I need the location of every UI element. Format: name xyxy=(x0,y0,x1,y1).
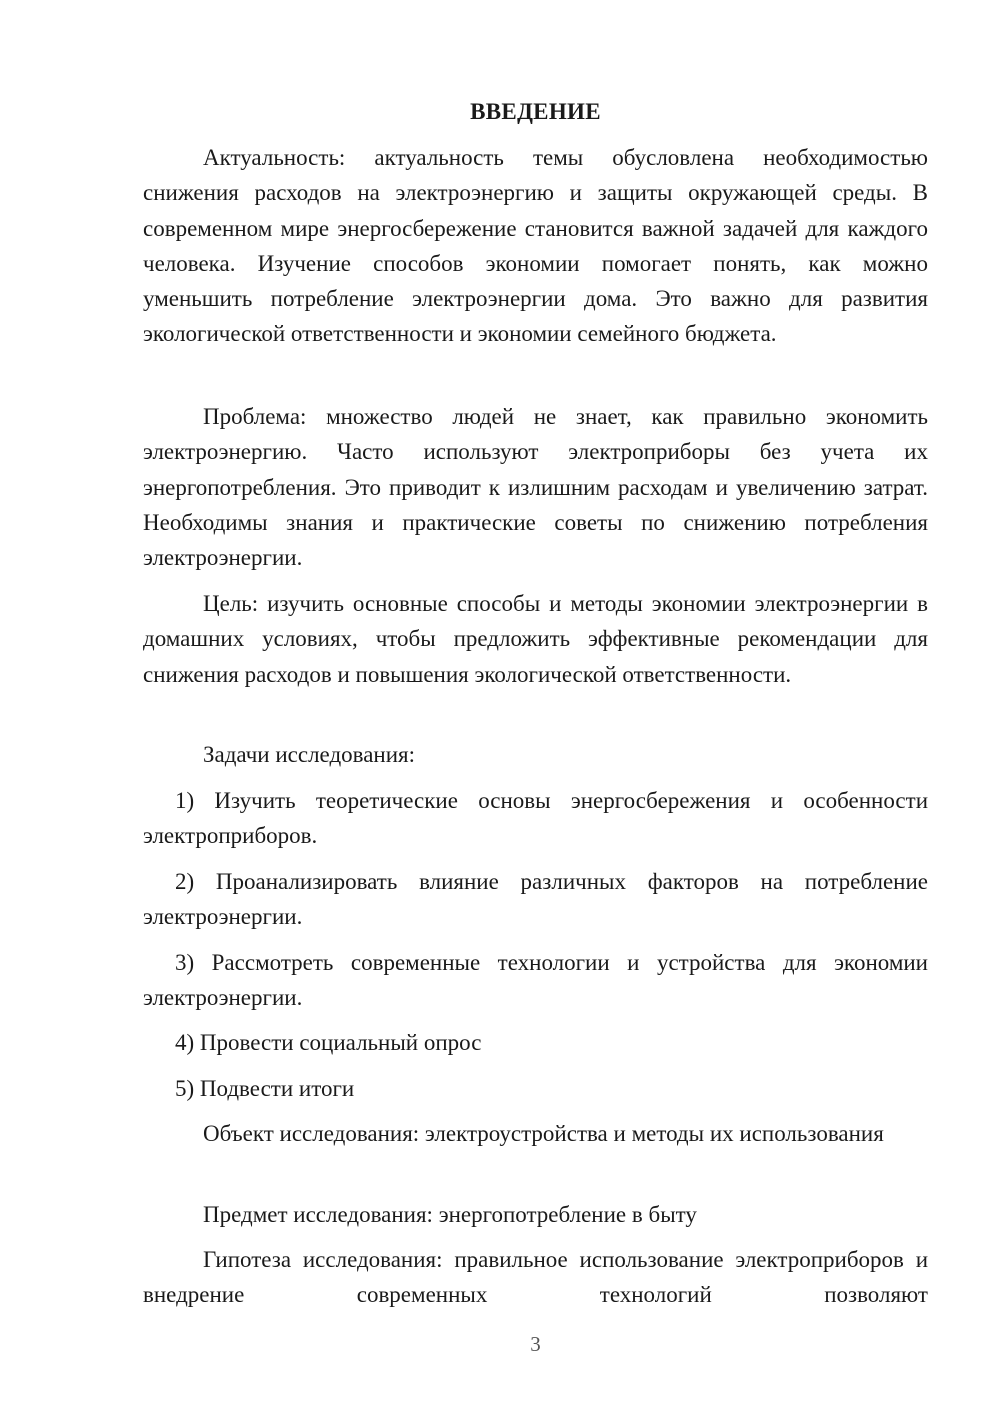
subject-paragraph: Предмет исследования: энергопотребление в быту xyxy=(203,1202,697,1227)
tasks-heading: Задачи исследования: xyxy=(203,742,416,767)
goal-paragraph: Цель: изучить основные способы и методы экономии электроэнергии в домашних условиях, чтобы предложить эффективные рекомендации для снижения расходов и повышения экологической ответственности. xyxy=(143,591,928,687)
hypothesis-paragraph: Гипотеза исследования: правильное использование электроприборов и внедрение современных технологий позволяют xyxy=(143,1247,928,1308)
problem-paragraph: Проблема: множество людей не знает, как правильно экономить электроэнергию. Часто используют электроприборы без учета их энергопотребления. Это приводит к излишним расходам и увеличению затрат. Необходимы знания и практические советы по снижению потребления электроэнергии. xyxy=(143,404,928,571)
object-paragraph: Объект исследования: электроустройства и методы их использования xyxy=(203,1121,884,1146)
task-item-1: 1) Изучить теоретические основы энергосбережения и особенности электроприборов. xyxy=(143,788,928,849)
page-number: 3 xyxy=(530,1332,541,1356)
section-title: ВВЕДЕНИЕ xyxy=(470,99,601,124)
relevance-paragraph: Актуальность: актуальность темы обусловлена необходимостью снижения расходов на электроэнергию и защиты окружающей среды. В современном мире энергосбережение становится важной задачей для каждого человека. Изучение способов экономии помогает понять, как можно уменьшить потребление электроэнергии дома. Это важно для развития экологической ответственности и экономии семейного бюджета. xyxy=(143,145,928,347)
task-item-5: 5) Подвести итоги xyxy=(175,1076,355,1101)
task-item-3: 3) Рассмотреть современные технологии и устройства для экономии электроэнергии. xyxy=(143,950,928,1011)
document-page xyxy=(143,0,928,1414)
task-item-4: 4) Провести социальный опрос xyxy=(175,1030,482,1055)
task-item-2: 2) Проанализировать влияние различных факторов на потребление электроэнергии. xyxy=(143,869,928,930)
